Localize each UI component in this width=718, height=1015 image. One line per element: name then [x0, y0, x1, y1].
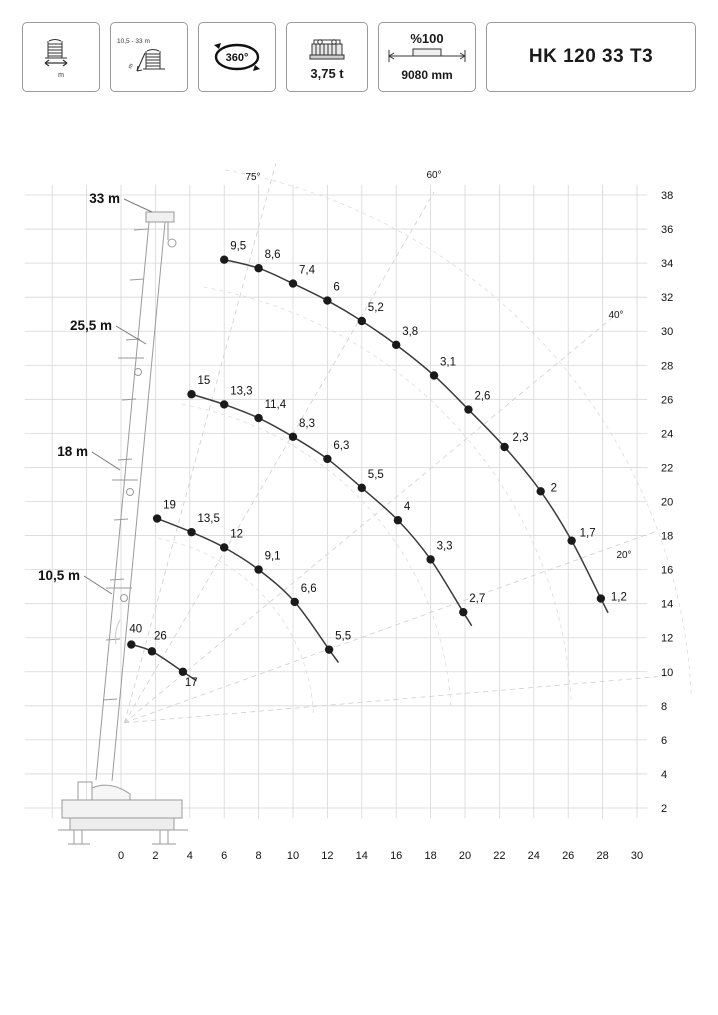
model-title: HK 120 33 T3	[528, 46, 654, 67]
boom-length-labels	[38, 191, 152, 594]
data-point	[500, 443, 508, 451]
support-width-label: 9080 mm	[401, 68, 453, 83]
y-tick-label: 14	[661, 598, 674, 611]
data-point	[325, 645, 333, 653]
y-tick-label: 8	[661, 700, 668, 713]
y-tick-label: 30	[661, 326, 674, 339]
data-point-label: 5,5	[367, 468, 384, 481]
load-curve-4	[127, 624, 198, 689]
x-tick-label: 10	[286, 850, 300, 862]
x-tick-label: 18	[424, 850, 437, 862]
angle-label: 75°	[245, 172, 261, 183]
data-point	[358, 317, 366, 325]
data-point	[254, 414, 262, 422]
data-point-label: 17	[184, 676, 198, 689]
data-point-label: 19	[163, 499, 176, 512]
load-curve-2	[187, 375, 485, 626]
y-tick-label: 24	[661, 428, 674, 441]
x-tick-label: 8	[255, 850, 262, 862]
data-point-label: 4	[403, 501, 411, 514]
data-point	[392, 341, 400, 349]
y-tick-label: 36	[661, 224, 674, 237]
data-point-label: 15	[197, 375, 211, 388]
data-point	[179, 668, 187, 676]
boom-length-label: 25,5 m	[69, 318, 112, 333]
boom-length-label: 18 m	[57, 444, 88, 459]
y-tick-label: 20	[661, 496, 674, 509]
data-point	[254, 565, 262, 573]
y-tick-label: 38	[661, 190, 674, 202]
data-point-label: 13,5	[197, 513, 220, 526]
x-tick-label: 30	[630, 850, 644, 862]
counterweight-label: 3,75 t	[310, 65, 344, 81]
data-point-label: 8,6	[264, 249, 281, 262]
outrigger-unit-label: m	[58, 71, 64, 79]
y-tick-label: 12	[661, 632, 674, 645]
data-point	[187, 390, 195, 398]
y-tick-label: 34	[661, 258, 674, 271]
data-point	[148, 647, 156, 655]
load-curve-1	[220, 241, 627, 613]
x-tick-label: 12	[321, 850, 334, 862]
load-curve-3	[153, 500, 351, 663]
data-point	[187, 528, 195, 536]
data-point-label: 2,3	[512, 432, 529, 445]
y-tick-label: 18	[661, 530, 674, 543]
data-point-label: 2,6	[474, 390, 491, 403]
x-tick-label: 22	[493, 850, 506, 862]
x-tick-label: 20	[458, 850, 472, 862]
y-tick-label: 6	[661, 734, 668, 747]
x-tick-label: 14	[355, 850, 368, 862]
data-point-label: 6,3	[333, 439, 350, 452]
data-point-label: 1,2	[610, 591, 627, 604]
data-point-label: 3,1	[440, 356, 457, 369]
support-percent-label: %100	[410, 30, 444, 46]
x-axis-ticks	[118, 850, 643, 862]
x-tick-label: 2	[152, 850, 159, 862]
data-point-label: 6	[333, 281, 340, 294]
data-point-label: 9,1	[264, 550, 281, 563]
data-point	[153, 514, 161, 522]
y-tick-label: 28	[661, 360, 674, 373]
crane-illustration	[58, 212, 188, 844]
data-point-label: 2,7	[469, 593, 486, 606]
data-point-label: 40	[129, 623, 143, 636]
data-point-label: 1,7	[579, 527, 596, 540]
data-point	[220, 400, 228, 408]
data-point	[127, 640, 135, 648]
data-point	[323, 455, 331, 463]
data-point-label: 26	[153, 630, 167, 643]
data-point	[289, 279, 297, 287]
x-tick-label: 26	[562, 850, 575, 862]
data-point	[220, 256, 228, 264]
data-point-label: 13,3	[230, 385, 253, 398]
y-tick-label: 32	[661, 292, 674, 305]
boom-length-range-label: 10,5 - 33 m	[117, 37, 150, 45]
data-point	[358, 484, 366, 492]
x-tick-label: 4	[186, 850, 193, 862]
data-point	[597, 594, 605, 602]
data-point	[536, 487, 544, 495]
y-tick-label: 22	[661, 462, 674, 475]
data-point-label: 12	[230, 528, 243, 541]
y-tick-label: 4	[661, 768, 668, 781]
data-point	[459, 608, 467, 616]
data-point	[291, 598, 299, 606]
data-point	[254, 264, 262, 272]
data-point	[220, 543, 228, 551]
data-point-label: 7,4	[299, 264, 315, 277]
y-tick-label: 26	[661, 394, 674, 407]
y-tick-label: 2	[661, 803, 668, 815]
y-tick-label: 10	[661, 666, 674, 679]
x-tick-label: 6	[221, 850, 228, 862]
slew-label: 360°	[225, 52, 249, 64]
x-tick-label: 16	[390, 850, 403, 862]
grid-lines	[25, 185, 648, 818]
y-tick-label: 16	[661, 564, 674, 577]
angle-rays	[124, 164, 691, 723]
data-point-label: 8,3	[299, 417, 315, 430]
boom-unit-label: m	[127, 62, 136, 70]
data-point	[567, 536, 575, 544]
data-point	[426, 555, 434, 563]
angle-label: 20°	[616, 550, 632, 561]
x-tick-label: 0	[117, 850, 125, 862]
data-point-label: 11,4	[264, 399, 287, 412]
data-point-label: 3,3	[436, 540, 453, 553]
data-point	[323, 296, 331, 304]
angle-label: 40°	[608, 310, 624, 321]
x-tick-label: 28	[596, 850, 609, 862]
y-axis-ticks	[661, 190, 673, 815]
data-point	[430, 371, 438, 379]
data-point	[464, 405, 472, 413]
angle-label: 60°	[426, 170, 442, 181]
data-point-label: 5,2	[367, 302, 384, 315]
data-point	[394, 516, 402, 524]
data-point-label: 2	[550, 482, 558, 495]
data-point-label: 5,5	[335, 630, 352, 643]
data-point-label: 3,8	[402, 325, 419, 338]
boom-length-label: 10,5 m	[37, 568, 80, 583]
boom-length-label: 33 m	[89, 191, 120, 206]
data-point	[289, 433, 297, 441]
data-point-label: 9,5	[230, 240, 247, 253]
x-tick-label: 24	[527, 850, 540, 862]
data-point-label: 6,6	[300, 582, 317, 595]
